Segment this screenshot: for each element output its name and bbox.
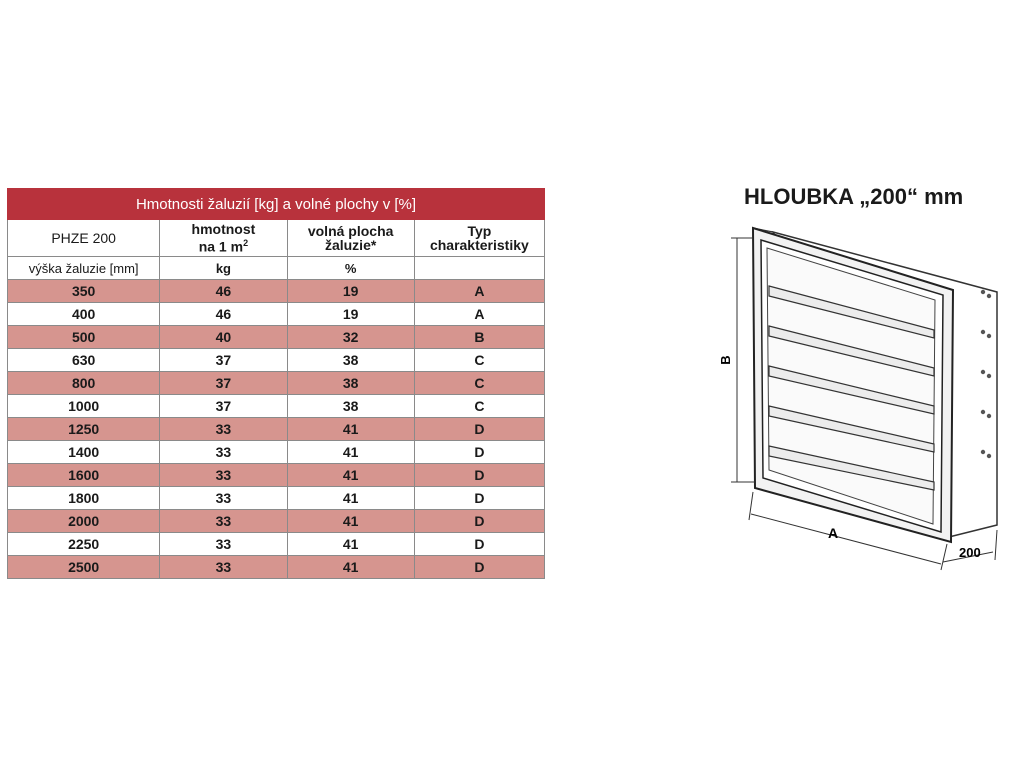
cell-area: 41: [287, 487, 414, 510]
cell-height: 1800: [8, 487, 160, 510]
cell-area: 41: [287, 533, 414, 556]
table-row: [8, 395, 545, 418]
louver-diagram: [715, 220, 1005, 580]
table-row: [8, 303, 545, 326]
table-row: [8, 487, 545, 510]
cell-height: 1000: [8, 395, 160, 418]
cell-weight: 37: [160, 349, 287, 372]
cell-type: D: [414, 533, 544, 556]
table-title-row: [8, 189, 545, 220]
rivet: [987, 454, 991, 458]
cell-type: B: [414, 326, 544, 349]
unit-area: %: [287, 257, 414, 280]
header-weight-line1: hmotnost: [191, 221, 256, 238]
cell-height: 500: [8, 326, 160, 349]
table-row: [8, 418, 545, 441]
cell-type: A: [414, 280, 544, 303]
cell-type: A: [414, 303, 544, 326]
cell-area: 32: [287, 326, 414, 349]
cell-type: C: [414, 349, 544, 372]
header-type: [414, 220, 544, 257]
cell-weight: 40: [160, 326, 287, 349]
unit-height: výška žaluzie [mm]: [8, 257, 160, 280]
rivet: [981, 290, 985, 294]
header-weight: [160, 220, 287, 257]
header-weight-line2: na 1 m: [198, 238, 244, 255]
table-row: [8, 326, 545, 349]
cell-weight: 46: [160, 303, 287, 326]
table-row: [8, 464, 545, 487]
weights-table: [7, 188, 545, 579]
header-type-line1: Typ: [467, 223, 492, 239]
cell-area: 38: [287, 372, 414, 395]
header-area: [287, 220, 414, 257]
cell-weight: 33: [160, 533, 287, 556]
rivet: [981, 410, 985, 414]
cell-weight: 33: [160, 556, 287, 579]
cell-weight: 33: [160, 441, 287, 464]
dimension-a-label: A: [827, 525, 839, 541]
dimension-depth-label: 200: [959, 545, 981, 560]
cell-area: 38: [287, 395, 414, 418]
cell-height: 2000: [8, 510, 160, 533]
header-weight-sup: 2: [243, 238, 249, 249]
header-model: PHZE 200: [8, 220, 160, 257]
table-header-row: [8, 220, 545, 257]
dimension-b-label: B: [718, 355, 733, 365]
unit-weight: kg: [160, 257, 287, 280]
header-type-line2: charakteristiky: [429, 237, 529, 253]
cell-area: 41: [287, 441, 414, 464]
cell-area: 38: [287, 349, 414, 372]
dimension-a-tick-left: [749, 492, 753, 520]
rivet: [987, 414, 991, 418]
dimension-a-tick-right: [941, 544, 947, 570]
cell-type: D: [414, 556, 544, 579]
cell-type: D: [414, 487, 544, 510]
cell-height: 630: [8, 349, 160, 372]
cell-height: 1250: [8, 418, 160, 441]
cell-area: 19: [287, 280, 414, 303]
cell-type: C: [414, 395, 544, 418]
cell-weight: 33: [160, 418, 287, 441]
rivet: [981, 370, 985, 374]
cell-area: 41: [287, 510, 414, 533]
cell-type: D: [414, 464, 544, 487]
cell-weight: 46: [160, 280, 287, 303]
table-row: [8, 510, 545, 533]
rivet: [981, 450, 985, 454]
header-area-line2: žaluzie*: [324, 237, 377, 253]
table-row: [8, 280, 545, 303]
table-row: [8, 533, 545, 556]
cell-weight: 33: [160, 510, 287, 533]
rivet: [981, 330, 985, 334]
cell-weight: 33: [160, 464, 287, 487]
cell-area: 41: [287, 418, 414, 441]
table-units-row: [8, 257, 545, 280]
cell-height: 1400: [8, 441, 160, 464]
diagram-title: HLOUBKA „200“ mm: [744, 184, 964, 209]
table-row: [8, 372, 545, 395]
table-row: [8, 441, 545, 464]
cell-type: D: [414, 510, 544, 533]
cell-area: 41: [287, 464, 414, 487]
cell-height: 1600: [8, 464, 160, 487]
cell-height: 800: [8, 372, 160, 395]
rivet: [987, 334, 991, 338]
dimension-depth-tick: [995, 530, 997, 560]
table-row: [8, 556, 545, 579]
weights-table-container: [7, 188, 545, 579]
cell-type: D: [414, 418, 544, 441]
cell-weight: 33: [160, 487, 287, 510]
dimension-b: [731, 238, 755, 482]
cell-height: 400: [8, 303, 160, 326]
cell-type: D: [414, 441, 544, 464]
cell-height: 350: [8, 280, 160, 303]
cell-area: 41: [287, 556, 414, 579]
unit-type: [414, 257, 544, 280]
table-row: [8, 349, 545, 372]
cell-weight: 37: [160, 395, 287, 418]
table-title: Hmotnosti žaluzií [kg] a volné plochy v [%]: [8, 189, 545, 220]
cell-type: C: [414, 372, 544, 395]
rivet: [987, 374, 991, 378]
cell-height: 2250: [8, 533, 160, 556]
cell-height: 2500: [8, 556, 160, 579]
cell-weight: 37: [160, 372, 287, 395]
rivet: [987, 294, 991, 298]
cell-area: 19: [287, 303, 414, 326]
header-area-line1: volná plocha: [307, 223, 394, 239]
